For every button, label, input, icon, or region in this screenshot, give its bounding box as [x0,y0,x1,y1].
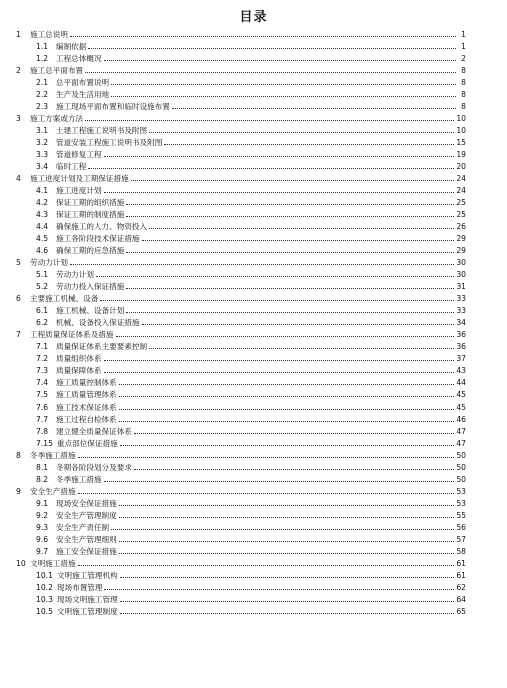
toc-entry-title: 施工进度计划 [56,186,102,196]
toc-dot-leader [126,312,454,313]
toc-page-number: 8 [461,90,466,100]
toc-entry-number: 8 [16,450,21,460]
toc-section-entry[interactable] [16,604,466,616]
toc-entry-number: 7.1 [36,342,49,352]
toc-entry-number: 10.1 [36,570,53,580]
toc-page-number: 43 [456,366,466,376]
toc-entry-title: 工程质量保证体系及措施 [30,330,114,340]
toc-page-number: 50 [456,474,466,484]
toc-dot-leader [119,517,455,518]
toc-entry-number: 4.6 [36,246,49,256]
toc-section-entry[interactable] [16,207,466,219]
toc-section-entry[interactable] [16,339,466,351]
toc-section-entry[interactable] [16,279,466,291]
toc-page-number: 2 [461,54,466,64]
toc-entry-number: 3.3 [36,150,49,160]
toc-entry-title: 生产及生活用地 [56,90,110,100]
toc-dot-leader [119,396,455,397]
toc-dot-leader [100,300,454,301]
toc-entry-number: 9 [16,486,21,496]
toc-entry-number: 4 [16,174,21,184]
toc-entry-number: 2 [16,66,21,76]
toc-entry-number: 2.3 [36,102,49,112]
toc-entry-title: 主要施工机械、设备 [30,294,99,304]
toc-entry-number: 1 [16,30,21,40]
toc-section-entry[interactable] [16,243,466,255]
toc-chapter-entry[interactable] [16,556,466,568]
toc-section-entry[interactable] [16,520,466,532]
toc-entry-number: 9.3 [36,522,49,532]
toc-chapter-entry[interactable] [16,27,466,39]
toc-page-number: 53 [456,486,466,496]
toc-dot-leader [120,577,455,578]
toc-entry-title: 建立健全质量保证体系 [56,426,132,436]
toc-chapter-entry[interactable] [16,448,466,460]
toc-entry-number: 3.1 [36,126,49,136]
toc-entry-number: 6.2 [36,318,49,328]
toc-entry-title: 施工总平面布置 [30,66,84,76]
toc-dot-leader [149,348,454,349]
toc-dot-leader [120,613,455,614]
toc-chapter-entry[interactable] [16,484,466,496]
toc-entry-title: 施工质量控制体系 [56,378,117,388]
toc-entry-title: 工程总体概况 [56,54,102,64]
toc-section-entry[interactable] [16,159,466,171]
toc-page-number: 25 [456,210,466,220]
toc-page-number: 53 [456,498,466,508]
toc-section-entry[interactable] [16,99,466,111]
toc-entry-number: 5.2 [36,282,49,292]
toc-page-number: 47 [456,426,466,436]
toc-entry-number: 10.2 [36,582,53,592]
toc-chapter-entry[interactable] [16,255,466,267]
toc-dot-leader [111,96,456,97]
toc-entry-title: 施工进度计划及工期保证措施 [30,174,129,184]
toc-entry-title: 土建工程施工说明书及附图 [56,126,148,136]
toc-dot-leader [104,156,455,157]
toc-page-number: 44 [456,378,466,388]
toc-entry-title: 安全生产措施 [30,486,76,496]
toc-entry-number: 8.2 [36,474,49,484]
toc-page-number: 65 [456,606,466,616]
toc-entry-number: 10.5 [36,606,53,616]
toc-section-entry[interactable] [16,568,466,580]
toc-page-number: 55 [456,510,466,520]
toc-page-number: 8 [461,66,466,76]
toc-dot-leader [104,360,455,361]
toc-section-entry[interactable] [16,363,466,375]
toc-section-entry[interactable] [16,399,466,411]
toc-dot-leader [111,84,456,85]
toc-entry-title: 现场安全保证措施 [56,498,117,508]
toc-dot-leader [104,60,456,61]
toc-dot-leader [78,565,455,566]
toc-page-number: 30 [456,258,466,268]
toc-page-number: 30 [456,270,466,280]
toc-section-entry[interactable] [16,351,466,363]
toc-page-number: 1 [461,42,466,52]
toc-entry-title: 施工总说明 [30,30,68,40]
toc-entry-title: 质量组织体系 [56,354,102,364]
toc-section-entry[interactable] [16,472,466,484]
toc-dot-leader [104,589,454,590]
toc-section-entry[interactable] [16,303,466,315]
toc-entry-title: 安全生产管理制度 [56,510,117,520]
toc-dot-leader [120,445,455,446]
toc-dot-leader [104,372,455,373]
toc-entry-title: 施工质量管理体系 [56,390,117,400]
toc-dot-leader [126,216,454,217]
toc-entry-title: 文明施工管理制度 [56,606,118,616]
toc-entry-title: 质量保证体系主要要素控制 [56,342,148,352]
toc-dot-leader [126,204,454,205]
toc-entry-number: 1.1 [36,42,49,52]
toc-entry-number: 2.1 [36,78,49,88]
toc-entry-title: 文明施工管理机构 [56,570,118,580]
toc-page-number: 47 [456,438,466,448]
toc-dot-leader [134,433,454,434]
toc-dot-leader [126,252,454,253]
toc-entry-title: 保证工期的组织措施 [56,198,125,208]
toc-dot-leader [70,36,456,37]
toc-page-number: 58 [456,546,466,556]
toc-section-entry[interactable] [16,592,466,604]
toc-entry-title: 重点部位保证措施 [56,438,118,448]
toc-entry-number: 6 [16,294,21,304]
toc-dot-leader [119,541,455,542]
toc-page-number: 33 [456,306,466,316]
toc-dot-leader [134,469,454,470]
toc-dot-leader [104,192,455,193]
toc-entry-title: 现场文明施工管理 [56,594,118,604]
toc-entry-title: 保证工期的制度措施 [56,210,125,220]
toc-entry-title: 管道安装工程施工说明书及附图 [56,138,163,148]
toc-dot-leader [119,505,455,506]
toc-page-number: 37 [456,354,466,364]
toc-page-number: 64 [456,594,466,604]
toc-entry-number: 1.2 [36,54,49,64]
toc-section-entry[interactable] [16,412,466,424]
toc-entry-number: 7.7 [36,414,49,424]
toc-chapter-entry[interactable] [16,171,466,183]
toc-entry-number: 7.15 [36,438,53,448]
toc-dot-leader [111,529,454,530]
toc-page-number: 8 [461,102,466,112]
toc-dot-leader [88,48,456,49]
toc-section-entry[interactable] [16,436,466,448]
toc-entry-title: 确保工期的应急措施 [56,246,125,256]
toc-page-number: 62 [456,582,466,592]
toc-entry-number: 9.2 [36,510,49,520]
toc-entry-title: 文明施工措施 [30,558,76,568]
toc-dot-leader [78,457,455,458]
toc-entry-title: 施工方案或方法 [30,114,84,124]
toc-dot-leader [88,168,454,169]
toc-dot-leader [131,180,455,181]
toc-page-number: 10 [456,126,466,136]
toc-entry-title: 机械、设备投入保证措施 [56,318,140,328]
toc-section-entry[interactable] [16,219,466,231]
toc-dot-leader [126,288,454,289]
toc-dot-leader [142,324,455,325]
toc-entry-number: 4.5 [36,234,49,244]
toc-page-number: 8 [461,78,466,88]
toc-page-number: 61 [456,558,466,568]
toc-dot-leader [119,409,455,410]
toc-entry-number: 9.1 [36,498,49,508]
toc-page-number: 36 [456,330,466,340]
toc-section-entry[interactable] [16,580,466,592]
toc-dot-leader [70,264,454,265]
toc-page-number: 19 [456,150,466,160]
table-of-contents [16,27,466,616]
toc-entry-title: 现场布置管理 [56,582,103,592]
toc-dot-leader [96,276,454,277]
toc-page-number: 20 [456,162,466,172]
toc-entry-number: 8.1 [36,462,49,472]
toc-entry-title: 劳动力投入保证措施 [56,282,125,292]
toc-page-number: 57 [456,534,466,544]
toc-chapter-entry[interactable] [16,291,466,303]
toc-page-number: 1 [461,30,466,40]
toc-page-number: 29 [456,246,466,256]
toc-entry-title: 确保施工的人力、物资投入 [56,222,148,232]
toc-entry-title: 冬季施工措施 [30,450,76,460]
toc-dot-leader [149,132,454,133]
toc-section-entry[interactable] [16,87,466,99]
toc-entry-number: 9.7 [36,546,49,556]
toc-page-number: 15 [456,138,466,148]
toc-section-entry[interactable] [16,460,466,472]
toc-page-number: 56 [456,522,466,532]
toc-entry-title: 施工现场平面布置和临时设施布置 [56,102,170,112]
toc-entry-title: 施工技术保证体系 [56,402,117,412]
toc-entry-title: 施工机械、设备计划 [56,306,125,316]
toc-page-number: 26 [456,222,466,232]
toc-dot-leader [116,336,455,337]
toc-entry-number: 9.6 [36,534,49,544]
page-title: 目录 [239,10,268,25]
toc-entry-number: 3.4 [36,162,49,172]
toc-page-number: 50 [456,462,466,472]
toc-entry-title: 安全生产责任制 [56,522,110,532]
toc-section-entry[interactable] [16,231,466,243]
toc-chapter-entry[interactable] [16,63,466,75]
toc-dot-leader [85,120,454,121]
toc-entry-title: 冬期各阶段划分及要求 [56,462,132,472]
toc-section-entry[interactable] [16,496,466,508]
toc-dot-leader [119,553,455,554]
toc-entry-title: 管道修复工程 [56,150,102,160]
toc-dot-leader [172,108,456,109]
toc-entry-number: 7.8 [36,426,49,436]
toc-entry-title: 质量保障体系 [56,366,102,376]
toc-section-entry[interactable] [16,123,466,135]
toc-entry-title: 施工安全保证措施 [56,546,117,556]
toc-page-number: 46 [456,414,466,424]
toc-entry-number: 10 [16,558,26,568]
toc-entry-number: 4.1 [36,186,49,196]
toc-entry-number: 4.3 [36,210,49,220]
toc-entry-title: 施工过程自检体系 [56,414,117,424]
toc-dot-leader [78,493,455,494]
toc-dot-leader [149,228,454,229]
toc-dot-leader [119,421,455,422]
toc-page-number: 61 [456,570,466,580]
toc-page-number: 36 [456,342,466,352]
toc-entry-title: 施工各阶段技术保证措施 [56,234,140,244]
toc-section-entry[interactable] [16,315,466,327]
toc-entry-number: 5 [16,258,21,268]
toc-dot-leader [85,72,456,73]
toc-section-entry[interactable] [16,147,466,159]
toc-section-entry[interactable] [16,544,466,556]
toc-entry-title: 总平面布置说明 [56,78,110,88]
toc-section-entry[interactable] [16,195,466,207]
toc-section-entry[interactable] [16,375,466,387]
toc-entry-number: 4.2 [36,198,49,208]
toc-page-number: 29 [456,234,466,244]
toc-page-number: 25 [456,198,466,208]
toc-entry-number: 7 [16,330,21,340]
toc-page-number: 45 [456,390,466,400]
toc-entry-title: 临时工程 [56,162,87,172]
toc-entry-number: 7.6 [36,402,49,412]
toc-entry-title: 编制依据 [56,42,87,52]
toc-dot-leader [120,601,455,602]
toc-section-entry[interactable] [16,387,466,399]
toc-dot-leader [142,240,455,241]
toc-entry-number: 7.3 [36,366,49,376]
toc-page-number: 45 [456,402,466,412]
toc-section-entry[interactable] [16,39,466,51]
toc-entry-title: 劳动力计划 [56,270,94,280]
toc-page-number: 34 [456,318,466,328]
toc-section-entry[interactable] [16,135,466,147]
toc-page-number: 33 [456,294,466,304]
toc-dot-leader [119,384,455,385]
toc-section-entry[interactable] [16,424,466,436]
toc-entry-title: 冬季施工措施 [56,474,102,484]
toc-entry-number: 7.2 [36,354,49,364]
toc-chapter-entry[interactable] [16,327,466,339]
toc-entry-number: 2.2 [36,90,49,100]
toc-page-number: 24 [456,174,466,184]
toc-entry-number: 7.5 [36,390,49,400]
toc-chapter-entry[interactable] [16,111,466,123]
toc-page-number: 10 [456,114,466,124]
toc-entry-number: 6.1 [36,306,49,316]
toc-page-number: 50 [456,450,466,460]
toc-page-number: 31 [456,282,466,292]
toc-section-entry[interactable] [16,267,466,279]
toc-section-entry[interactable] [16,532,466,544]
toc-entry-title: 劳动力计划 [30,258,68,268]
toc-dot-leader [164,144,454,145]
toc-page-number: 24 [456,186,466,196]
toc-entry-number: 7.4 [36,378,49,388]
toc-section-entry[interactable] [16,51,466,63]
toc-entry-number: 5.1 [36,270,49,280]
toc-section-entry[interactable] [16,183,466,195]
toc-dot-leader [104,481,455,482]
toc-entry-number: 4.4 [36,222,49,232]
toc-entry-title: 安全生产管理细则 [56,534,117,544]
toc-section-entry[interactable] [16,508,466,520]
toc-entry-number: 10.3 [36,594,53,604]
toc-entry-number: 3.2 [36,138,49,148]
toc-entry-number: 3 [16,114,21,124]
toc-section-entry[interactable] [16,75,466,87]
